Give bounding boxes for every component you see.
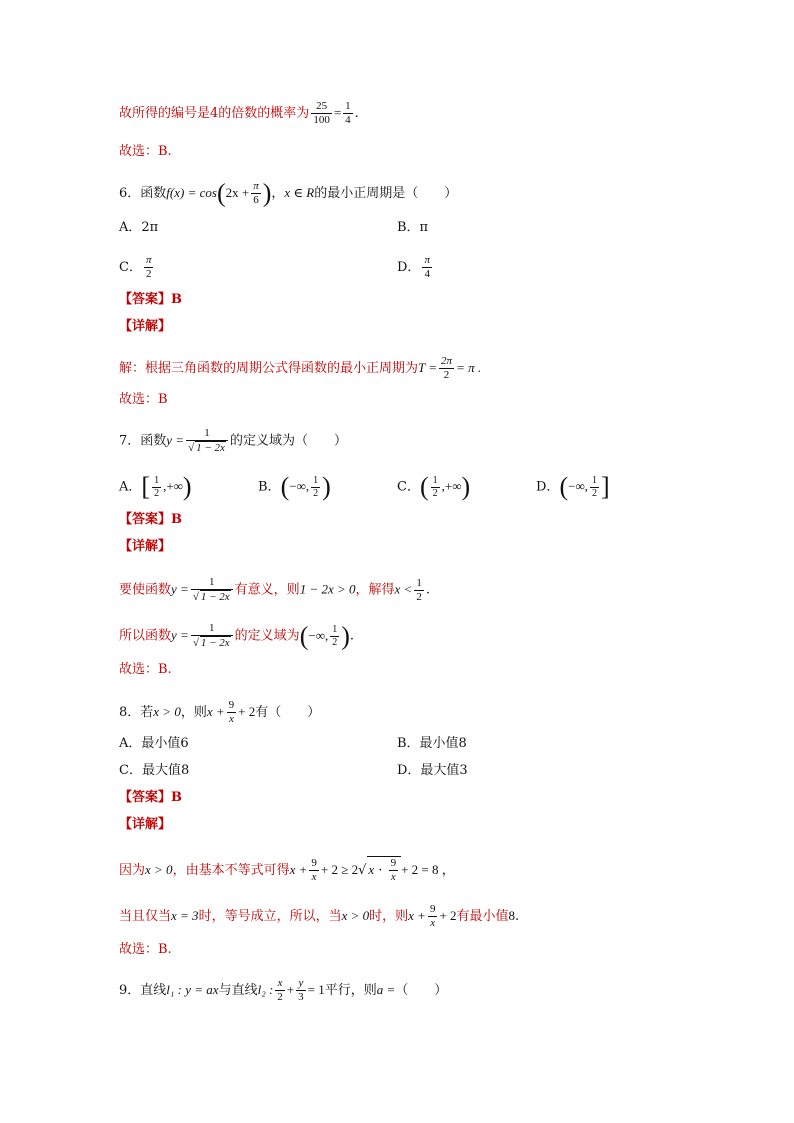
solution-7b: 所以函数y = $\frac{1}{√ 1 - 2x}$ 的定义域为(−∞, $\frac{1}{2}$ ). xyxy=(119,621,355,650)
option-6a: A．2π xyxy=(119,220,159,235)
detail-7: 【详解】 xyxy=(119,539,172,554)
option-6c: C． $\frac{\pi}{2}$ xyxy=(119,254,152,280)
option-7c: C．( $\frac{1}{2}$ ,+∞) xyxy=(397,472,471,501)
line-answer-choice: 故选：B. xyxy=(119,144,172,159)
solution-6: 解：根据三角函数的周期公式得函数的最小正周期为T = $\frac{2\pi}{2}$ = π . xyxy=(119,355,482,381)
option-6b: B．π xyxy=(397,220,429,235)
solution-7a: 要使函数y = $\frac{1}{√ 1 - 2x}$ 有意义，则1 − 2x > 0，解得x < $\frac{1}{2}$ . xyxy=(119,576,430,603)
solution-8b: 当且仅当x = 3时，等号成立，所以，当x > 0时，则x + $\frac{9}{x}$ + 2有最小值8. xyxy=(119,903,520,929)
text-mid: 的倍数的概率为 xyxy=(218,106,310,121)
line-probability: 故所得的编号是4的倍数的概率为 $\frac{25}{100}$ = $\frac{1}{4}$ . xyxy=(119,100,359,126)
detail-6: 【详解】 xyxy=(119,319,172,334)
fraction-1-4: $\frac{1}{4}$ xyxy=(345,100,351,126)
question-9: 9．直线l₁ : y = ax与直线l₂ : $\frac{x}{2}$ + $\frac{y}{3}$ = 1平行，则a =（ ） xyxy=(119,977,448,1003)
option-7b: B．(−∞, $\frac{1}{2}$ ) xyxy=(258,472,331,501)
answer-6: 【答案】B xyxy=(119,292,182,307)
option-8b: B．最小值8 xyxy=(397,736,467,751)
text-num: 4 xyxy=(210,106,219,121)
answer-8: 【答案】B xyxy=(119,790,182,805)
solution-8a: 因为x > 0，由基本不等式可得x + $\frac{9}{x}$ + 2 ≥ 2√ x · $\frac{9}{x}$ + 2 = 8 ， xyxy=(119,857,455,883)
option-7d: D．(−∞, $\frac{1}{2}$ ] xyxy=(536,472,610,501)
text-pre: 故所得的编号是 xyxy=(119,106,211,121)
conclusion-6: 故选：B xyxy=(119,392,168,407)
option-8a: A．最小值6 xyxy=(119,736,189,751)
conclusion-8: 故选：B. xyxy=(119,942,172,957)
option-8c: C．最大值8 xyxy=(119,763,190,778)
detail-8: 【详解】 xyxy=(119,817,172,832)
fraction-pi-6: $\frac{\pi}{6}$ xyxy=(253,180,259,206)
question-6: 6．函数f(x) = cos(2x + $\frac{\pi}{6}$ )，x ∈ R的最小正周期是（ ） xyxy=(119,178,458,208)
option-8d: D．最大值3 xyxy=(397,763,468,778)
conclusion-7: 故选：B. xyxy=(119,662,172,677)
fraction-sqrt: $\frac{1}{√ 1 - 2x}$ xyxy=(186,427,228,455)
answer-7: 【答案】B xyxy=(119,512,182,527)
option-7a: A．[ $\frac{1}{2}$ ,+∞) xyxy=(119,472,192,501)
question-7: 7．函数y = $\frac{1}{√ 1 - 2x}$ 的定义域为（ ） xyxy=(119,427,347,454)
fraction-25-100: $\frac{25}{100}$ xyxy=(313,100,330,126)
question-8: 8．若x > 0，则x + $\frac{9}{x}$ + 2有（ ） xyxy=(119,699,321,725)
option-6d: D． $\frac{\pi}{4}$ xyxy=(397,254,430,280)
